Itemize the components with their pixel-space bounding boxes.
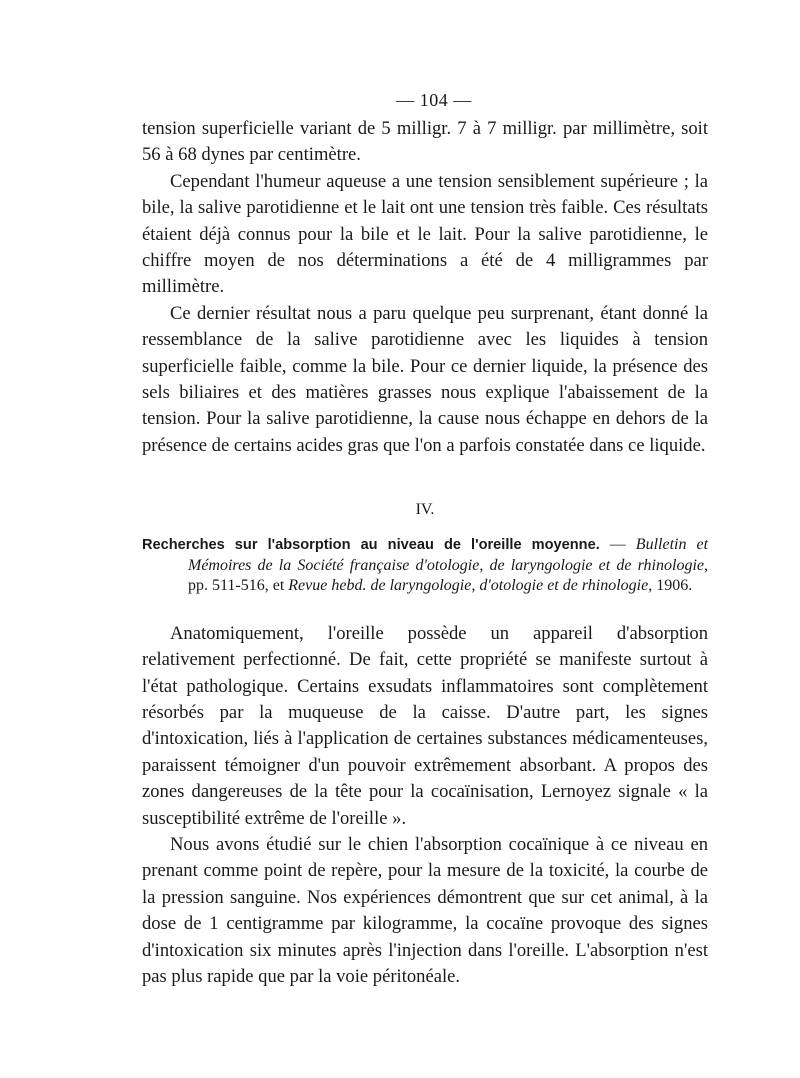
intro-paragraph-1: tension superficielle variant de 5 milligr. 7 à 7 milligr. par millimètre, soit 56 à 68 dynes par centimètre.: [142, 118, 708, 166]
body-paragraph-2: Nous avons étudié sur le chien l'absorption cocaïnique à ce niveau en prenant comme point de repère, pour la mesure de la toxicité, la courbe de la pression sanguine. Nos expériences démontrent que sur cet animal, à la dose de 1 centigramme par kilogramme, la cocaïne provoque des signes d'intoxication six minutes après l'injection dans l'oreille. L'absorption n'est pas plus rapide que par la voie péritonéale.: [142, 834, 708, 988]
reference-pages: , pp. 511-516, et: [188, 556, 708, 595]
reference-title: Recherches sur l'absorption au niveau de l'oreille moyenne.: [142, 537, 600, 554]
intro-paragraph-2: Cependant l'humeur aqueuse a une tension sensiblement supérieure ; la bile, la salive parotidienne et le lait ont une tension très faible. Ces résultats étaient déjà connus pour la bile et le lait. Pour la salive parotidienne, le chiffre moyen de nos déterminations a été de 4 milligrammes par millimètre.: [142, 170, 708, 298]
reference-year: , 1906.: [648, 577, 693, 595]
section-reference: [142, 535, 708, 597]
reference-journal-2: Revue hebd. de laryngologie, d'otologie et de rhinologie: [288, 577, 649, 595]
section-numeral: IV.: [415, 501, 435, 519]
body-paragraph-1: Anatomiquement, l'oreille possède un appareil d'absorption relativement perfectionné. De fait, cette propriété se manifeste surtout à l'état pathologique. Certains exsudats inflammatoires sont complètement résorbés par la muqueuse de la caisse. D'autre part, les signes d'intoxication, liés à l'application de certaines substances médicamenteuses, paraissent témoigner d'un pouvoir extrêmement absorbant. A propos des zones dangereuses de la tête pour la cocaïnisation, Lernoyez signale « la susceptibilité extrême de l'oreille ».: [142, 622, 708, 829]
intro-paragraph-3: Ce dernier résultat nous a paru quelque peu surprenant, étant donné la ressemblance de la salive parotidienne avec les liquides à tension superficielle faible, comme la bile. Pour ce dernier liquide, la présence des sels biliaires et des matières grasses nous explique l'abaissement de la tension. Pour la salive parotidienne, la cause nous échappe en dehors de la présence de certains acides gras que l'on a parfois constatée dans ce liquide.: [142, 302, 708, 456]
reference-journal-1: Bulletin et Mémoires de la Société française d'otologie, de laryngologie et de rhinologie: [188, 536, 709, 574]
document-page: [142, 88, 708, 990]
reference-dash: —: [599, 536, 636, 554]
page-number: — 104 —: [396, 90, 472, 110]
